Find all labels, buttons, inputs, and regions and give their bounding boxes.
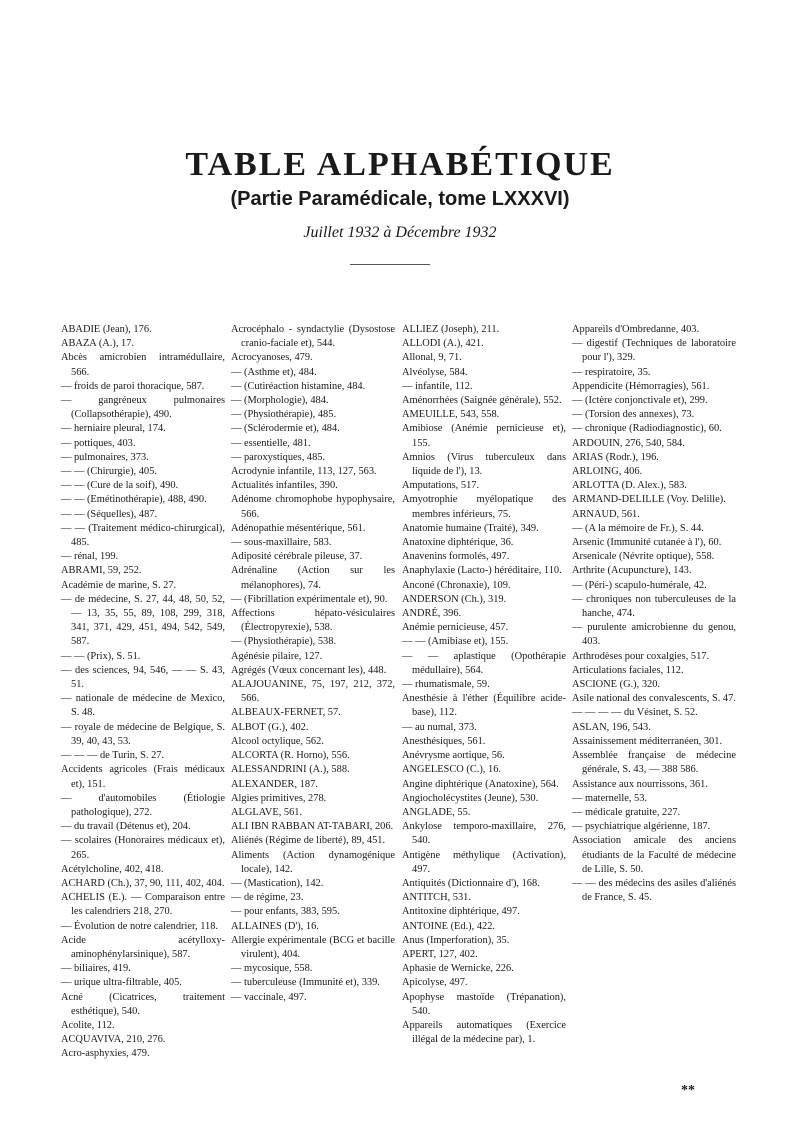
index-entry: ACHELIS (E.). — Comparaison entre les calendriers 218, 270. [61,892,225,918]
index-entry: APERT, 127, 402. [402,948,478,960]
index-entry: Adiposité cérébrale pileuse, 37. [231,551,363,563]
index-entry: ALLIEZ (Joseph), 211. [402,324,500,335]
index-entry: Arthrite (Acupuncture), 143. [572,565,692,577]
index-entry: — — (Chirurgie), 405. [61,466,157,478]
index-entry: Anatomie humaine (Traité), 349. [402,522,539,534]
index-entry: — chroniques non tuberculeuses de la hanche, 474. [572,593,736,620]
index-entry: Affections hépato-vésiculaires (Électropyrexie), 538. [231,608,395,634]
index-entry: — chronique (Radiodiagnostic), 60. [572,423,722,435]
index-entry: — rénal, 199. [61,551,119,563]
index-entry: — (A la mémoire de Fr.), S. 44. [572,522,704,534]
index-entry: Arsenicale (Névrite optique), 558. [572,551,715,563]
index-entry: — — aplastique (Opothérapie médullaire), 564. [402,650,566,676]
index-entry: — rhumatismale, 59. [402,679,490,691]
index-entry: — herniaire pleural, 174. [61,423,166,435]
index-entry: — — — de Turin, S. 27. [61,750,165,762]
index-entry: Allergie expérimentale (BCG et bacille virulent), 404. [231,934,395,960]
index-entry: ALI IBN RABBAN AT-TABARI, 206. [231,821,394,833]
index-entry: Aphasie de Wernicke, 226. [402,963,514,975]
index-entry: — nationale de médecine de Mexico, S. 48. [61,693,225,719]
index-entry: — (Fibrillation expérimentale et), 90. [231,593,388,605]
index-entry: — — (Amibiase et), 155. [402,636,509,648]
index-entry: — royale de médecine de Belgique, S. 39, 40, 43, 53. [61,721,225,747]
index-entry: — pottiques, 403. [61,437,136,449]
index-entry: Adénome chromophobe hypophysaire, 566. [231,494,395,520]
index-entry: Amputations, 517. [402,480,480,492]
index-entry: ANDRÉ, 396. [402,608,462,620]
index-entry: — respiratoire, 35. [572,366,651,378]
index-column-2 [231,323,395,1005]
index-entry: Alvéolyse, 584. [402,366,468,378]
index-entry: — du travail (Détenus et), 204. [61,821,191,833]
index-entry: Acrodynie infantile, 113, 127, 563. [231,466,377,478]
page-title: TABLE ALPHABÉTIQUE [185,146,615,183]
index-entry: ARNAUD, 561. [572,508,640,520]
index-entry: — de régime, 23. [231,892,304,904]
index-entry: Adénopathie mésentérique, 561. [231,522,366,534]
index-entry: Aménorrhées (Saignée générale), 552. [402,395,562,407]
index-entry: — scolaires (Honoraires médicaux et), 265. [61,835,225,861]
index-entry: — pulmonaires, 373. [61,451,149,463]
index-entry: Articulations faciales, 112. [572,664,684,676]
index-entry: Antitoxine diphtérique, 497. [402,906,520,918]
index-entry: — (Sclérodermie et), 484. [231,423,340,435]
index-entry: Alcool octylique, 562. [231,735,324,747]
index-column-4 [572,323,736,905]
index-entry: ASCIONE (G.), 320. [572,679,661,691]
index-entry: Anatoxine diphtérique, 36. [402,537,514,549]
index-entry: Appareils d'Ombredanne, 403. [572,324,700,335]
index-entry: Ankylose temporo-maxillaire, 276, 540. [402,821,566,847]
index-entry: — purulente amicrobienne du genou, 403. [572,622,736,648]
index-entry: ALBOT (G.), 402. [231,721,309,733]
index-entry: — (Cutiréaction histamine, 484. [231,380,366,392]
index-entry: Algies primitives, 278. [231,792,327,804]
index-entry: Acolite, 112. [61,1019,115,1031]
index-entry: — d'automobiles (Étiologie pathologique), 272. [61,792,225,818]
index-entry: ANTOINE (Ed.), 422. [402,920,496,932]
index-entry: ALLODI (A.), 421. [402,338,484,350]
index-entry: ANTITCH, 531. [402,892,471,904]
index-entry: — — (Traitement médico-chirurgical), 485. [61,522,225,549]
index-entry: Amyotrophie myélopatique des membres inférieurs, 75. [402,494,566,520]
index-entry: — biliaires, 419. [61,963,131,975]
index-entry: — tuberculeuse (Immunité et), 339. [231,977,380,989]
index-entry: Apophyse mastoïde (Trépanation), 540. [402,991,566,1017]
index-entry: Anévrysme aortique, 56. [402,750,505,762]
index-entry: Acné (Cicatrices, traitement esthétique), 540. [61,991,225,1017]
index-entry: ALAJOUANINE, 75, 197, 212, 372, 566. [231,679,395,705]
index-entry: — mycosique, 558. [231,963,313,975]
index-entry: Anavenins formolés, 497. [402,551,510,563]
index-entry: ARIAS (Rodr.), 196. [572,451,659,463]
index-entry: Amnios (Virus tuberculeux dans liquide de l'), 13. [402,451,566,478]
index-entry: ARLOING, 406. [572,466,643,478]
index-entry: — psychiatrique algérienne, 187. [572,821,711,833]
index-entry: ALLAINES (D'), 16. [231,920,319,932]
index-entry: Accidents agricoles (Frais médicaux et), 151. [61,764,225,790]
index-entry: ANDERSON (Ch.), 319. [402,593,507,605]
index-entry: — froids de paroi thoracique, 587. [61,380,205,392]
index-entry: Anesthésiques, 561. [402,735,486,747]
index-entry: Abcès amicrobien intramédullaire, 566. [61,352,225,378]
index-entry: ALGLAVE, 561. [231,806,303,818]
index-entry: — de médecine, S. 27, 44, 48, 50, 52, — 13, 35, 55, 89, 108, 299, 318, 341, 371, 429, 451, 494, 542, 549, 587. [61,593,225,648]
index-entry: — (Mastication), 142. [231,877,324,889]
title-divider [350,264,430,265]
index-entry: Assemblée française de médecine générale, S. 43, — 388 586. [572,750,736,776]
index-entry: — (Ictère conjonctivale et), 299. [572,395,708,407]
index-entry: Amibiose (Anémie pernicieuse et), 155. [402,423,566,449]
index-entry: — infantile, 112. [402,380,473,392]
index-entry: Acrocéphalo - syndactylie (Dysostose cranio-faciale et), 544. [231,324,395,350]
index-entry: — (Péri-) scapulo-humérale, 42. [572,579,707,591]
index-entry: Assistance aux nourrissons, 361. [572,778,708,790]
index-entry: Anaphylaxie (Lacto-) héréditaire, 110. [402,565,562,577]
index-entry: — essentielle, 481. [231,437,311,449]
index-entry: Aliénés (Régime de liberté), 89, 451. [231,835,386,847]
index-entry: — urique ultra-filtrable, 405. [61,977,182,989]
index-entry: ALESSANDRINI (A.), 588. [231,764,350,776]
index-entry: Asile national des convalescents, S. 47. [572,693,736,705]
index-entry: ACHARD (Ch.), 37, 90, 111, 402, 404. [61,877,225,889]
index-entry: — maternelle, 53. [572,792,648,804]
index-entry: Actualités infantiles, 390. [231,480,338,492]
index-entry: — (Asthme et), 484. [231,366,317,378]
index-entry: — Évolution de notre calendrier, 118. [61,920,219,932]
index-entry: Adrénaline (Action sur les mélanophores), 74. [231,565,395,591]
footer-asterisk-mark: ** [681,1083,695,1098]
index-entry: ANGLADE, 55. [402,806,471,818]
index-entry: Académie de marine, S. 27. [61,579,177,591]
index-entry: Aliments (Action dynamogénique locale), 142. [231,849,395,875]
index-entry: Appendicite (Hémorragies), 561. [572,380,710,392]
index-entry: Angiocholécystites (Jeune), 530. [402,792,539,804]
index-entry: AMEUILLE, 543, 558. [402,409,500,421]
index-column-1 [61,323,225,1062]
index-entry: Arthrodèses pour coxalgies, 517. [572,650,710,662]
index-entry: — (Physiothérapie), 538. [231,636,337,648]
index-entry: Anus (Imperforation), 35. [402,934,510,946]
index-entry: — — (Emétinothérapie), 488, 490. [61,494,207,506]
index-entry: ALBEAUX-FERNET, 57. [231,707,341,719]
index-entry: Acrocyanoses, 479. [231,352,313,364]
index-entry: ARLOTTA (D. Alex.), 583. [572,480,687,492]
index-entry: Acro-asphyxies, 479. [61,1048,150,1060]
index-entry: — vaccinale, 497. [231,991,307,1003]
index-entry: Anémie pernicieuse, 457. [402,622,509,634]
index-entry: — (Physiothérapie), 485. [231,409,337,421]
index-entry: — digestif (Techniques de laboratoire pour l'), 329. [572,338,736,364]
index-entry: Assainissement méditerranéen, 301. [572,735,723,747]
index-entry: ANGELESCO (C.), 16. [402,764,501,776]
index-entry: Anesthésie à l'éther (Équilibre acide-base), 112. [402,693,566,719]
index-entry: Agrégés (Vœux concernant les), 448. [231,664,387,676]
index-entry: Arsenic (Immunité cutanée à l'), 60. [572,537,722,549]
index-entry: ARMAND-DELILLE (Voy. Delille). [572,494,726,506]
index-entry: Association amicale des anciens étudiants de la Faculté de médecine de Lille, S. 50. [572,835,736,875]
index-entry: ABADIE (Jean), 176. [61,324,152,335]
date-range: Juillet 1932 à Décembre 1932 [303,224,497,241]
index-entry: — — (Séquelles), 487. [61,508,158,520]
index-entry: — — (Cure de la soif), 490. [61,480,179,492]
index-entry: Antigène méthylique (Activation), 497. [402,849,566,875]
index-entry: Appareils automatiques (Exercice illégal de la médecine par), 1. [402,1019,566,1046]
page-subtitle: (Partie Paramédicale, tome LXXXVI) [230,188,570,210]
index-entry: Acide acétylloxy-aminophénylarsinique), 587. [61,934,225,960]
index-entry: — — (Prix), S. 51. [61,650,141,662]
index-entry: — — des médecins des asiles d'aliénés de France, S. 45. [572,877,736,904]
index-entry: Agénésie pilaire, 127. [231,650,323,662]
index-entry: ACQUAVIVA, 210, 276. [61,1034,166,1046]
index-entry: — au numal, 373. [402,721,477,733]
index-entry: — (Morphologie), 484. [231,395,329,407]
index-entry: — des sciences, 94, 546, — — S. 43, 51. [61,664,225,691]
index-entry: Apicolyse, 497. [402,977,468,989]
index-entry: — — — — du Vésinet, S. 52. [572,707,698,719]
index-entry: ABRAMI, 59, 252. [61,565,142,577]
index-entry: Allonal, 9, 71. [402,352,462,364]
index-entry: ALCORTA (R. Horno), 556. [231,750,350,762]
index-entry: — médicale gratuite, 227. [572,806,681,818]
index-entry: — paroxystiques, 485. [231,451,326,463]
index-entry: Acétylcholine, 402, 418. [61,863,164,875]
index-entry: ALEXANDER, 187. [231,778,318,790]
index-entry: ASLAN, 196, 543. [572,721,651,733]
index-entry: — pour enfants, 383, 595. [231,906,340,918]
index-entry: Angine diphtérique (Anatoxine), 564. [402,778,559,790]
index-entry: ARDOUIN, 276, 540, 584. [572,437,685,449]
index-entry: Antiquités (Dictionnaire d'), 168. [402,877,540,889]
index-entry: Anconé (Chronaxie), 109. [402,579,511,591]
index-entry: ABAZA (A.), 17. [61,338,135,350]
index-entry: — gangréneux pulmonaires (Collapsothérapie), 490. [61,395,225,421]
index-column-3 [402,323,566,1047]
index-entry: — sous-maxillaire, 583. [231,537,332,549]
index-entry: — (Torsion des annexes), 73. [572,409,695,421]
